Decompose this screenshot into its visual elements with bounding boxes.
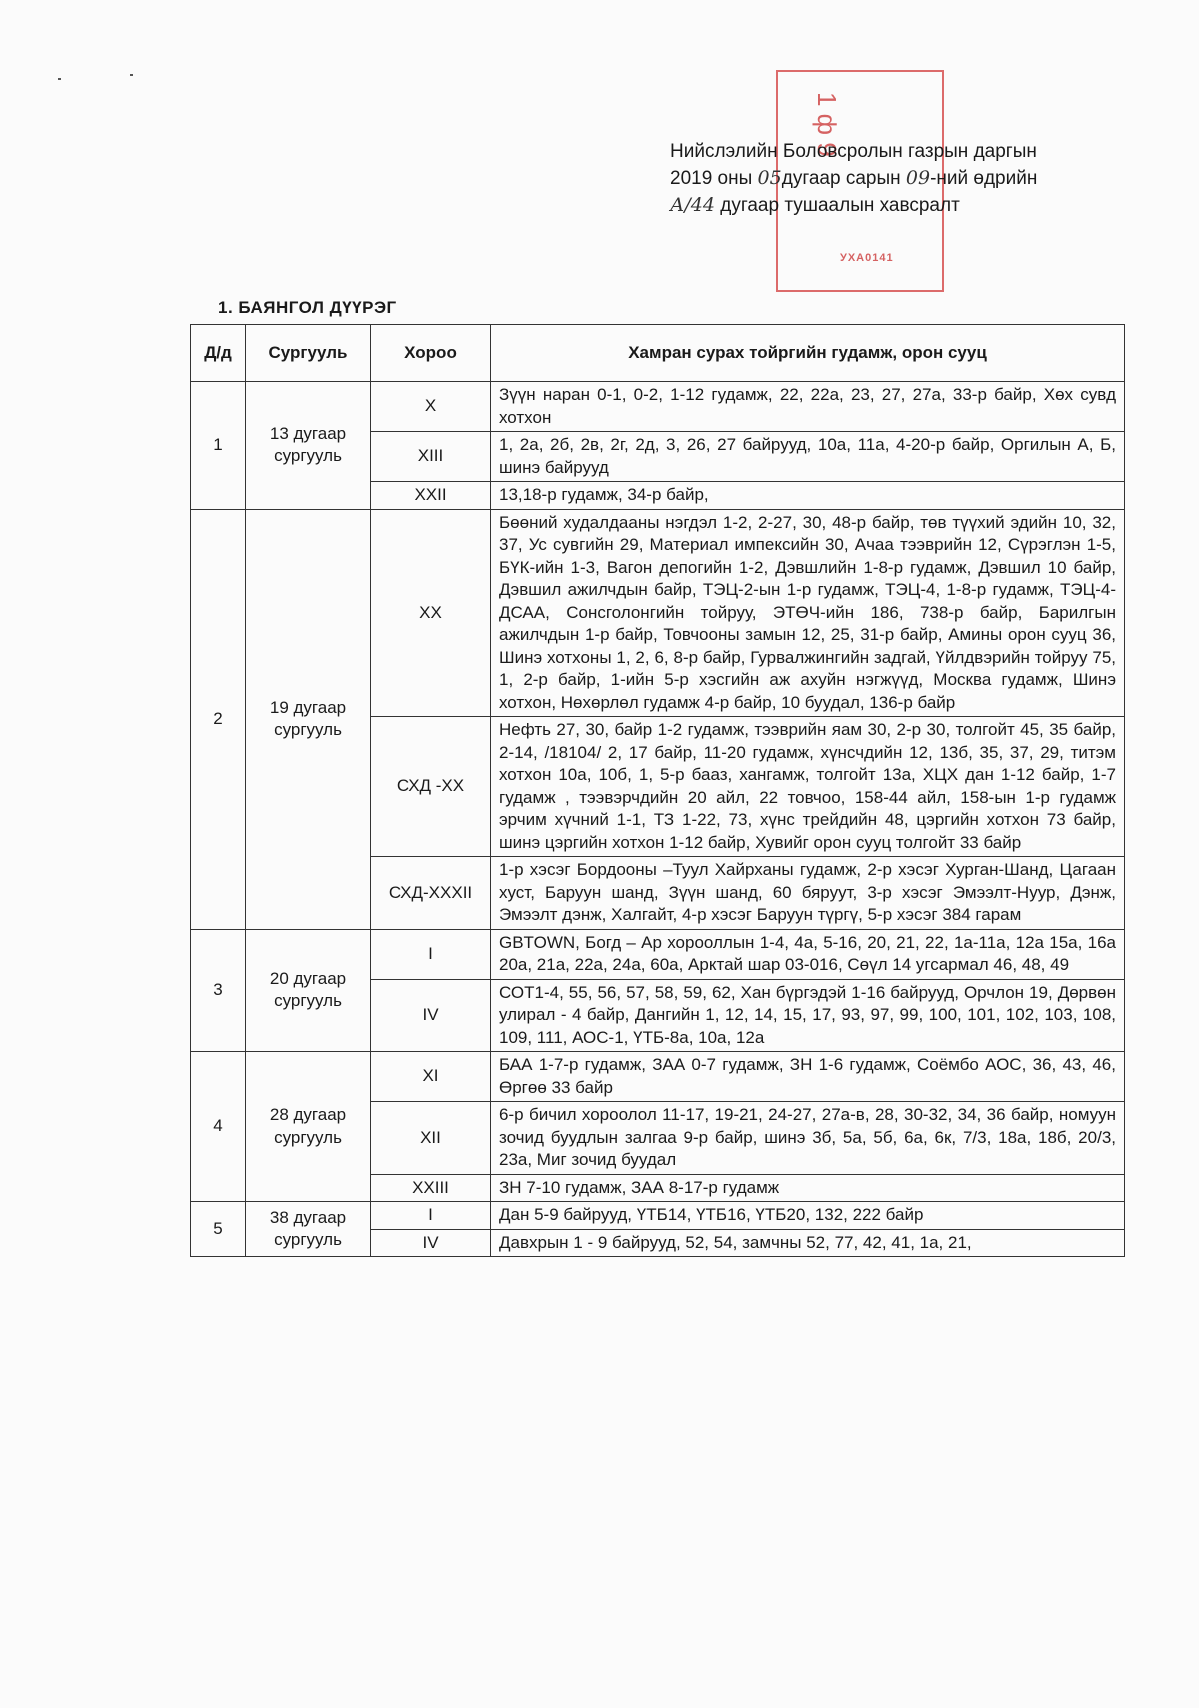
document-header [670,138,1170,219]
khoroo-cell: XII [371,1102,491,1175]
areas-cell: 1-р хэсэг Бордооны –Туул Хайрханы гудамж, 2-р хэсэг Хурган-Шанд, Цагаан хуст, Баруун шанд, Зүүн шанд, 60 бяруут, 3-р хэсэг Эмээлт-Нуур, Дэнж, Эмээлт дэнж, Халгайт, 4-р хэсэг Баруун түргү, 5-р хэсэг 384 гарам [491,857,1125,930]
header-day-label: -ний өдрийн [930,168,1038,189]
khoroo-cell: I [371,929,491,979]
stamp-code: УХА0141 [840,252,894,264]
row-number: 4 [191,1052,246,1202]
row-number: 1 [191,382,246,510]
areas-cell: Давхрын 1 - 9 байрууд, 52, 54, замчны 52, 77, 42, 41, 1а, 21, [491,1229,1125,1257]
khoroo-cell: XIII [371,432,491,482]
school-name: 13 дугаар сургууль [246,382,371,510]
areas-cell: Нефть 27, 30, байр 1-2 гудамж, тээврийн яам 30, 2-р 30, толгойт 45, 35 байр, 2-14, /18104/ 2, 17 байр, 11-20 гудамж, хүнсчдийн 12, 13б, 35, 37, 29, титэм хотхон 10а, 10б, 1, 5-р бааз, хангамж, толгойт 13а, ХЦХ дан 1-12 байр, 1-7 гудамж , тээвэрчдийн 20 айл, 22 товчоо, 158-44 айл, 158-ын 1-р гудамж эрчим хүчний 1-1, ТЗ 1-22, 73, хүнс трейдийн 48, цэргийн хотхон 73 байр, шинэ цэргийн хотхон 1-12 байр, Хувийг орон сууц толгойт 33 байр [491,717,1125,857]
col-header-no: Д/д [191,325,246,382]
khoroo-cell: IV [371,979,491,1052]
scan-speck [130,74,133,76]
header-line-2 [670,165,1170,192]
table-row [191,509,1125,717]
table-header-row [191,325,1125,382]
col-header-khoroo: Хороо [371,325,491,382]
khoroo-cell: СХД-XXXII [371,857,491,930]
district-table [190,324,1125,1257]
header-line-1: Нийслэлийн Боловсролын газрын даргын [670,141,1037,162]
header-month-label: дугаар сарын [781,168,901,189]
col-header-school: Сургууль [246,325,371,382]
table-row [191,382,1125,432]
school-name: 20 дугаар сургууль [246,929,371,1052]
areas-cell: ЗН 7-10 гудамж, ЗАА 8-17-р гудамж [491,1174,1125,1202]
areas-cell: GBTOWN, Богд – Ар хорооллын 1-4, 4а, 5-16, 20, 21, 22, 1а-11а, 12а 15а, 16а 20а, 21а, 22а, 24а, 60а, Арктай шар 03-016, Сөүл 14 угсармал 46, 48, 49 [491,929,1125,979]
khoroo-cell: I [371,1202,491,1230]
row-number: 3 [191,929,246,1052]
areas-cell: СОТ1-4, 55, 56, 57, 58, 59, 62, Хан бүргэдэй 1-16 байрууд, Орчлон 19, Дөрвөн улирал - 4 байр, Дангийн 1, 12, 14, 15, 17, 93, 97, 99, 100, 101, 102, 103, 108, 109, 111, АОС-1, ҮТБ-8а, 10а, 12а [491,979,1125,1052]
areas-cell: Бөөний худалдааны нэгдэл 1-2, 2-27, 30, 48-р байр, төв түүхий эдийн 10, 32, 37, Ус сувгийн 29, Материал импексийн 30, Ачаа тээврийн 12, Сүрэглэн 1-5, БҮК-ийн 1-3, Вагон депогийн 1-2, Дэвшлийн 1-8-р гудамж, Дэвшил 10 байр, Дэвшил ажилчдын байр, ТЭЦ-2-ын 1-р гудамж, ТЭЦ-4, 1-8-р гудамж, ТЭЦ-4-ДСАА, Сонсголонгийн тойруу, ЭТӨЧ-ийн 186, 738-р байр, Барилгын ажилчдын 1-р байр, Товчооны замын 12, 25, 31-р байр, Амины орон сууц 36, Шинэ хотхоны 1, 2, 6, 8-р байр, Гурвалжингийн задгай, Үйлдвэрийн тойруу 75, 1, 2-р байр, 1-ийн 5-р хэсгийн аж ахуйн нэгжүүд, Москва гудамж, Шинэ хотхон, Нөхөрлөл гудамж 4-р байр, 10 буудал, 136-р байр [491,509,1125,717]
khoroo-cell: XXII [371,482,491,510]
table-row [191,1052,1125,1102]
areas-cell: Зүүн наран 0-1, 0-2, 1-12 гудамж, 22, 22а, 23, 27, 27а, 33-р байр, Хөх сувд хотхон [491,382,1125,432]
areas-cell: БАА 1-7-р гудамж, ЗАА 0-7 гудамж, ЗН 1-6 гудамж, Соёмбо АОС, 36, 43, 46, Өргөө 33 байр [491,1052,1125,1102]
header-month: 05 [757,167,782,189]
header-day: 09 [905,167,931,189]
school-name: 38 дугаар сургууль [246,1202,371,1257]
section-title: 1. БАЯНГОЛ ДҮҮРЭГ [218,298,397,317]
areas-cell: 6-р бичил хороолол 11-17, 19-21, 24-27, 27а-в, 28, 30-32, 34, 36 байр, номуун зочид буудлын залгаа 9-р байр, шинэ 3б, 5а, 5б, 6а, 6к, 7/3, 18а, 18б, 20/3, 23а, Миг зочид буудал [491,1102,1125,1175]
khoroo-cell: XXIII [371,1174,491,1202]
order-label: дугаар тушаалын хавсралт [720,195,960,216]
areas-cell: Дан 5-9 байрууд, ҮТБ14, ҮТБ16, ҮТБ20, 132, 222 байр [491,1202,1125,1230]
table-row [191,929,1125,979]
school-name: 19 дугаар сургууль [246,509,371,929]
khoroo-cell: СХД -XX [371,717,491,857]
areas-cell: 1, 2а, 2б, 2в, 2г, 2д, 3, 26, 27 байрууд, 10а, 11а, 4-20-р байр, Оргилын А, Б, шинэ байрууд [491,432,1125,482]
areas-cell: 13,18-р гудамж, 34-р байр, [491,482,1125,510]
order-number: А/44 [670,194,715,216]
khoroo-cell: X [371,382,491,432]
khoroo-cell: XX [371,509,491,717]
header-line-3 [670,192,1170,219]
row-number: 5 [191,1202,246,1257]
school-name: 28 дугаар сургууль [246,1052,371,1202]
header-year: 2019 оны [670,168,753,189]
col-header-areas: Хамран сурах тойргийн гудамж, орон сууц [491,325,1125,382]
khoroo-cell: XI [371,1052,491,1102]
khoroo-cell: IV [371,1229,491,1257]
row-number: 2 [191,509,246,929]
table-row [191,1202,1125,1230]
stamp-marks: 1 ф 9 [812,92,842,157]
scan-speck [58,78,61,80]
